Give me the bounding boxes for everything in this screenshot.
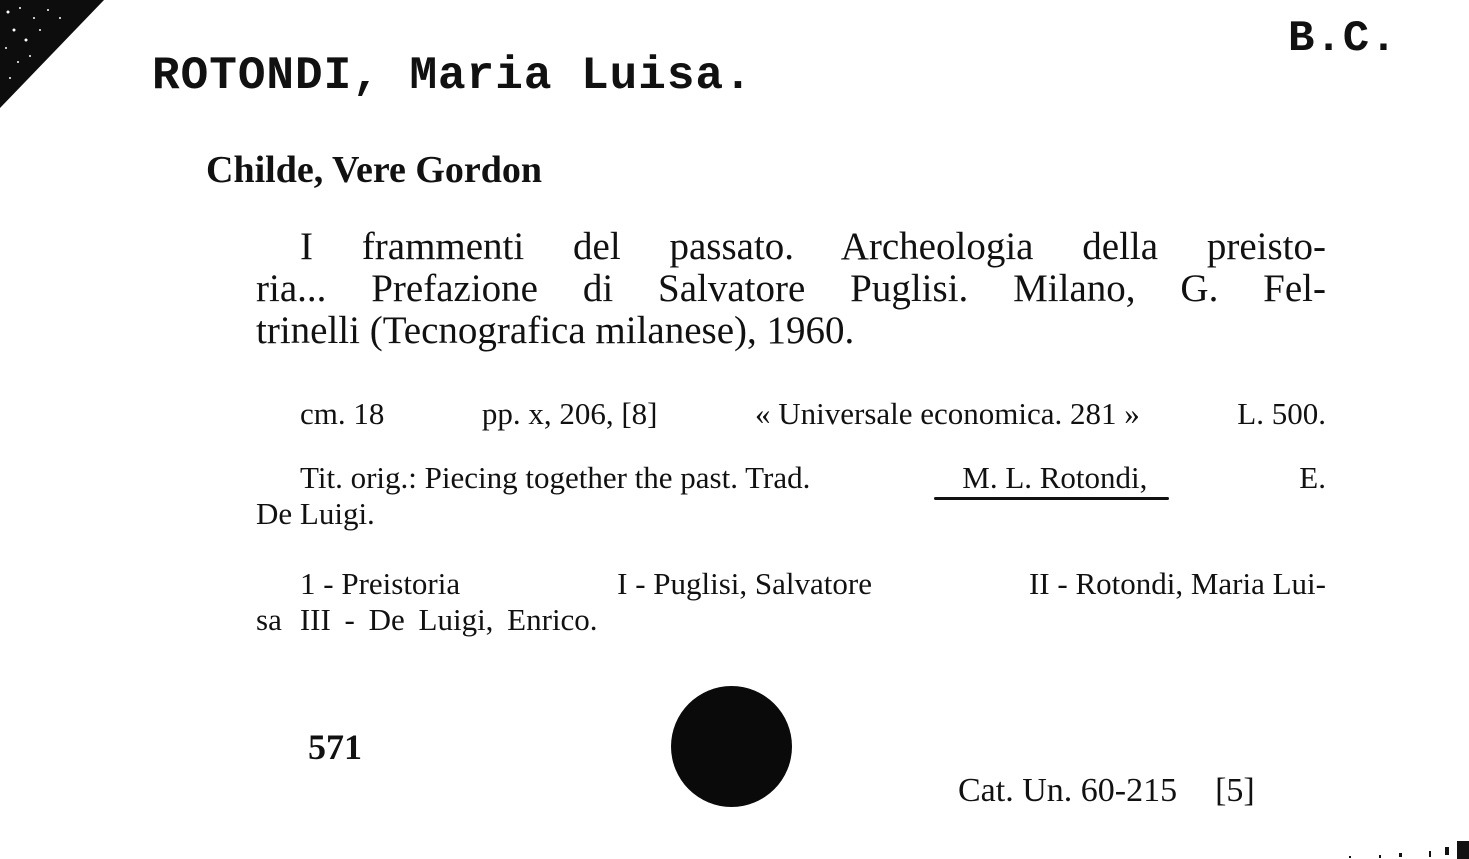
scan-edge-specks (1279, 833, 1469, 859)
call-number: 571 (308, 727, 362, 767)
title-line: I frammenti del passato. Archeologia della preisto- (300, 225, 1326, 268)
tracing-added-entry: I - Puglisi, Salvatore (617, 566, 872, 601)
translator-name (962, 460, 1147, 496)
physical-description (300, 396, 1326, 432)
author-heading: Childe, Vere Gordon (206, 149, 543, 191)
catalog-reference (958, 772, 1255, 810)
tracing-line (256, 602, 1326, 638)
size-value: cm. 18 (300, 396, 385, 431)
location-code: B.C. (1288, 14, 1398, 64)
translator-name-text: M. L. Rotondi, (962, 460, 1148, 495)
note-line (256, 460, 1326, 496)
subject-tracings (256, 566, 1326, 638)
note-suffix: E. (1299, 460, 1326, 495)
original-title-note (256, 460, 1326, 532)
tracing-added-entry: III - De Luigi, Enrico. (299, 602, 598, 637)
series-statement: « Universale economica. 281 » (755, 396, 1140, 431)
title-line: ria... Prefazione di Salvatore Puglisi. Milano, G. Fel- (256, 267, 1326, 310)
cut-corner-mark (0, 0, 104, 108)
card-count: [5] (1215, 772, 1255, 809)
tracing-line (256, 566, 1326, 602)
title-line: trinelli (Tecnografica milanese), 1960. (256, 309, 855, 352)
underline-mark (934, 497, 1169, 500)
punch-hole (671, 686, 792, 807)
title-statement (256, 226, 1326, 352)
note-continuation: De Luigi. (256, 496, 375, 531)
pagination-value: pp. x, 206, [8] (481, 396, 658, 431)
heading-name: ROTONDI, Maria Luisa. (152, 50, 753, 102)
price-value: L. 500. (1237, 396, 1326, 431)
tracing-added-entry: II - Rotondi, Maria Lui- (1028, 566, 1326, 601)
catalog-number: Cat. Un. 60-215 (958, 772, 1178, 809)
tracing-subject: 1 - Preistoria (300, 566, 461, 601)
note-prefix: Tit. orig.: Piecing together the past. Trad. (300, 460, 811, 495)
tracing-continuation: sa (256, 602, 282, 637)
